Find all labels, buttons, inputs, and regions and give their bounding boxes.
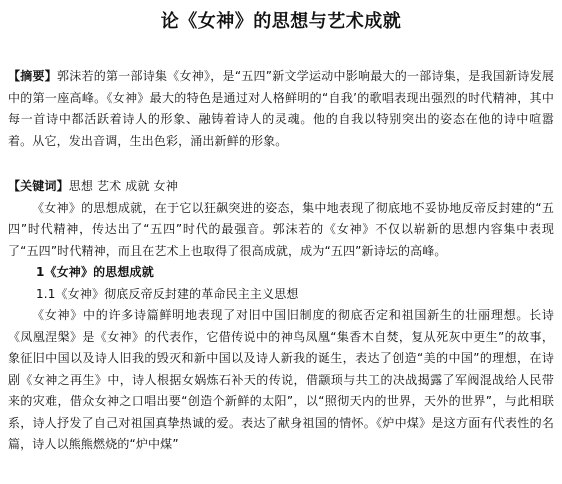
subsection-heading: 1.1《女神》彻底反帝反封建的革命民主主义思想 xyxy=(36,286,299,301)
abstract-paragraph xyxy=(8,66,554,152)
abstract-text: 郭沫若的第一部诗集《女神》，是“五四”新文学运动中影响最大的一部诗集，是我国新诗发展中的第一座高峰。《女神》最大的特色是通过对人格鲜明的“自我’的歌唱表现出强烈的时代精神，其中每一首诗中都活跃着诗人的形象、融铸着诗人的灵魂。他的自我以特别突出的姿态在他的诗中喧嚣着。从它，发出音调，生出色彩，涌出新鲜的形象。 xyxy=(8,69,554,148)
keywords-label: 【关键词】 xyxy=(8,179,69,193)
keywords-line xyxy=(8,176,554,198)
document-title: 论《女神》的思想与艺术成就 xyxy=(160,11,402,32)
intro-paragraph: 《女神》的思想成就，在于它以狂飙突进的姿态，集中地表现了彻底地不妥协地反帝反封建的“五四”时代精神，传达出了“五四”时代的最强音。郭沫若的《女神》不仅以崭新的思想内容集中表现了“五四”时代精神，而且在艺术上也取得了很高成就，成为“五四”新诗坛的高峰。 xyxy=(8,200,554,258)
abstract-label: 【摘要】 xyxy=(8,69,58,83)
subsection-paragraph: 《女神》中的许多诗篇鲜明地表现了对旧中国旧制度的彻底否定和祖国新生的壮丽理想。长诗《凤凰涅槃》是《女神》的代表作，它借传说中的神鸟凤凰“集香木自焚，复从死灰中更生”的故事，象征旧中国以及诗人旧我的毁灭和新中国以及诗人新我的诞生，表达了创造“美的中国”的理想，在诗剧《女神之再生》中，诗人根据女娲炼石补天的传说，借颛顼与共工的决战揭露了军阀混战给人民带来的灾难，借众女神之口唱出要“创造个新鲜的太阳”，以“照彻天内的世界，天外的世界”，与此相联系，诗人抒发了自己对祖国真挚热诚的爱。表达了献身祖国的情怀。《炉中煤》是这方面有代表性的名篇，诗人以熊熊燃烧的“炉中煤” xyxy=(8,308,554,451)
keywords-text: 思想 艺术 成就 女神 xyxy=(68,179,178,193)
section-heading: 1《女神》的思想成就 xyxy=(36,265,154,279)
main-body xyxy=(8,176,554,456)
